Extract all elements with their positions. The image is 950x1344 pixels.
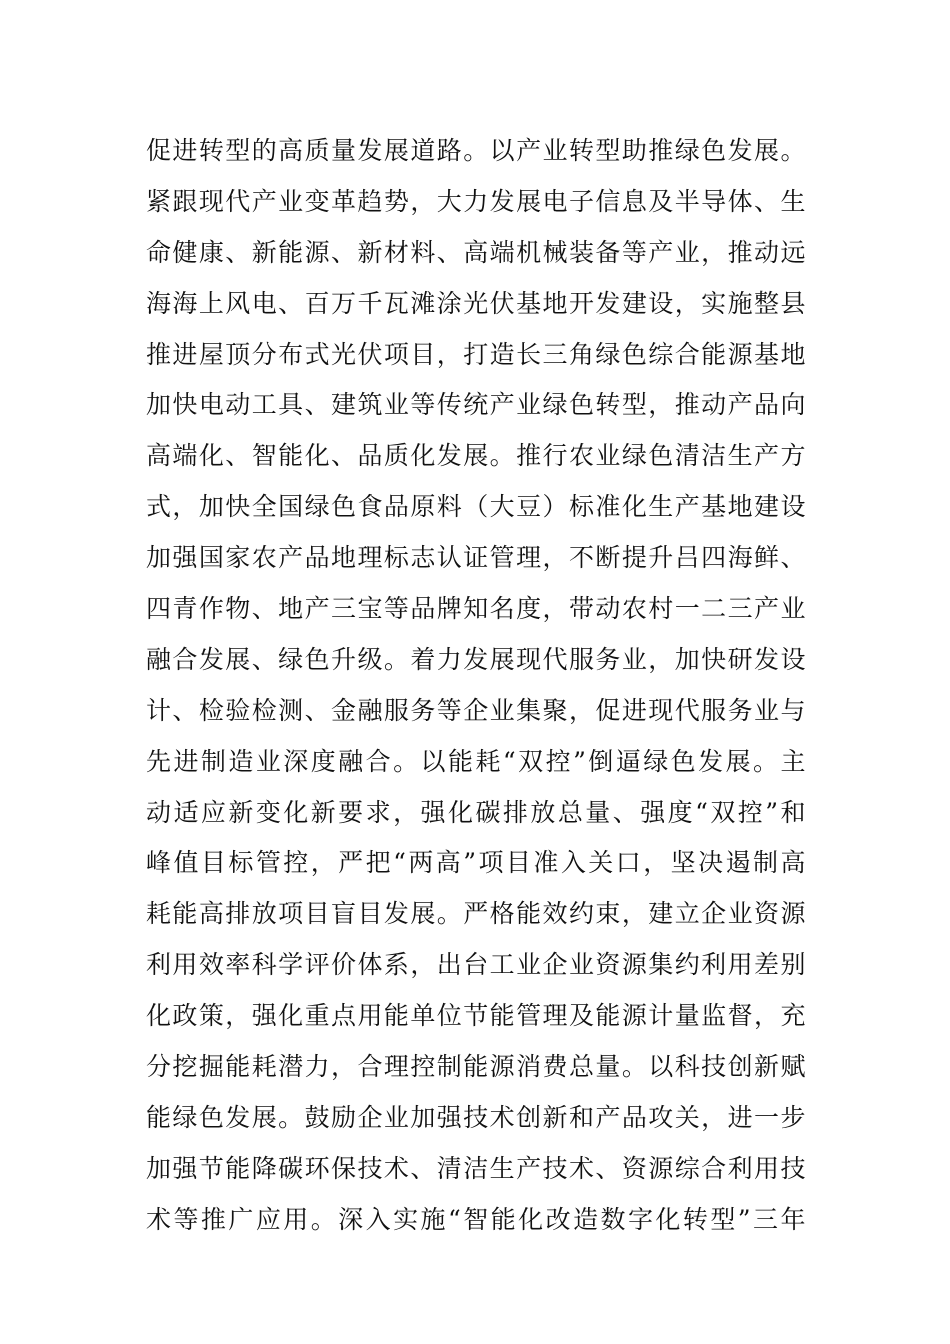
text-line: 四青作物、地产三宝等品牌知名度，带动农村一二三产业 (146, 594, 806, 624)
text-line: 促进转型的高质量发展道路。以产业转型助推绿色发展。 (146, 136, 806, 165)
text-line: 加强国家农产品地理标志认证管理，不断提升吕四海鲜、 (146, 543, 806, 573)
text-line: 加快电动工具、建筑业等传统产业绿色转型，推动产品向 (146, 390, 806, 420)
body-text (146, 126, 806, 1246)
text-line: 海海上风电、百万千瓦滩涂光伏基地开发建设，实施整县 (146, 288, 806, 318)
text-line: 利用效率科学评价体系，出台工业企业资源集约利用差别 (146, 950, 806, 980)
text-line: 式，加快全国绿色食品原料（大豆）标准化生产基地建设 (146, 492, 806, 522)
text-line: 计、检验检测、金融服务等企业集聚，促进现代服务业与 (146, 695, 806, 725)
text-line: 分挖掘能耗潜力，合理控制能源消费总量。以科技创新赋 (146, 1052, 806, 1082)
text-line: 加强节能降碳环保技术、清洁生产技术、资源综合利用技 (146, 1153, 806, 1183)
text-line: 命健康、新能源、新材料、高端机械装备等产业，推动远 (146, 237, 806, 267)
text-line: 高端化、智能化、品质化发展。推行农业绿色清洁生产方 (146, 441, 806, 471)
text-line: 先进制造业深度融合。以能耗“双控”倒逼绿色发展。主 (146, 746, 806, 776)
text-line: 融合发展、绿色升级。着力发展现代服务业，加快研发设 (146, 644, 806, 674)
text-line: 推进屋顶分布式光伏项目，打造长三角绿色综合能源基地 (146, 339, 806, 369)
text-line: 能绿色发展。鼓励企业加强技术创新和产品攻关，进一步 (146, 1102, 806, 1132)
text-line: 峰值目标管控，严把“两高”项目准入关口，坚决遏制高 (146, 848, 806, 878)
text-line: 耗能高排放项目盲目发展。严格能效约束，建立企业资源 (146, 899, 806, 929)
text-line: 动适应新变化新要求，强化碳排放总量、强度“双控”和 (146, 797, 806, 827)
text-line: 术等推广应用。深入实施“智能化改造数字化转型”三年 (146, 1204, 806, 1234)
text-line: 化政策，强化重点用能单位节能管理及能源计量监督，充 (146, 1001, 806, 1031)
text-line: 紧跟现代产业变革趋势，大力发展电子信息及半导体、生 (146, 186, 806, 216)
